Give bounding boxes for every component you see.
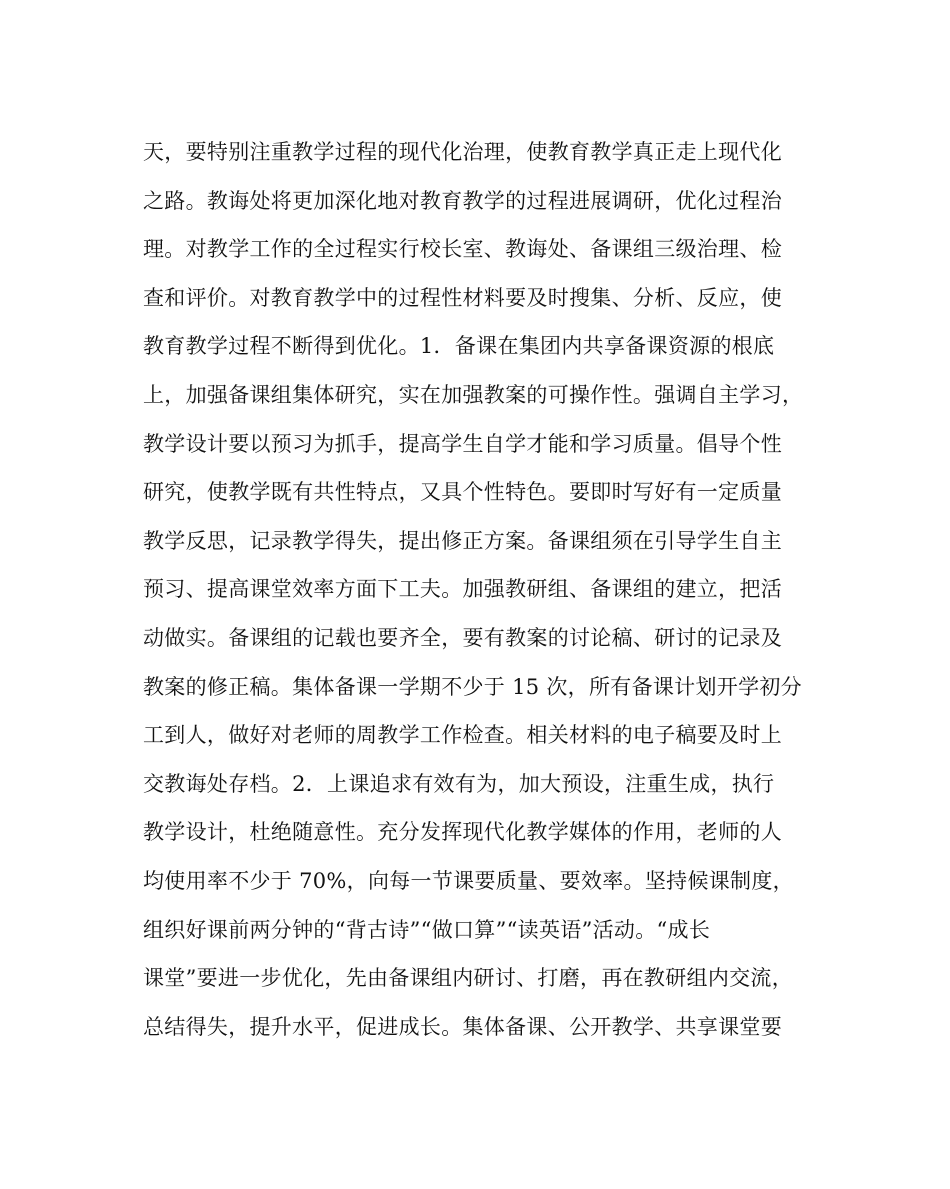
text-line: 研究，使教学既有共性特点，又具个性特色。要即时写好有一定质量 [143,480,782,505]
text-line: 均使用率不少于 70%，向每一节课要质量、要效率。坚持候课制度， [143,868,794,893]
text-line: 之路。教诲处将更加深化地对教育教学的过程进展调研，优化过程治 [143,188,782,213]
text-line: 教学反思，记录教学得失，提出修正方案。备课组须在引导学生自主 [143,528,782,553]
text-line: 理。对教学工作的全过程实行校长室、教诲处、备课组三级治理、检 [143,237,782,262]
text-line: 组织好课前两分钟的“背古诗”“做口算”“读英语”活动。“成长 [143,917,711,942]
text-line: 教学设计，杜绝随意性。充分发挥现代化教学媒体的作用，老师的人 [143,820,782,845]
text-line: 动做实。备课组的记载也要齐全，要有教案的讨论稿、研讨的记录及 [143,625,782,650]
text-line: 查和评价。对教育教学中的过程性材料要及时搜集、分析、反应，使 [143,285,782,310]
text-line: 教学设计要以预习为抓手，提高学生自学才能和学习质量。倡导个性 [143,431,782,456]
text-line: 预习、提高课堂效率方面下工夫。加强教研组、备课组的建立，把活 [143,577,782,602]
body-text [143,128,823,1051]
text-line: 天，要特别注重教学过程的现代化治理，使教育教学真正走上现代化 [143,140,782,164]
text-line: 课堂”要进一步优化，先由备课组内研讨、打磨，再在教研组内交流， [143,966,794,991]
text-line: 教育教学过程不断得到优化。1．备课在集团内共享备课资源的根底 [143,334,775,359]
text-line: 教案的修正稿。集体备课一学期不少于 15 次，所有备课计划开学初分 [143,674,802,699]
text-line: 总结得失，提升水平，促进成长。集体备课、公开教学、共享课堂要 [143,1014,782,1039]
text-line: 交教诲处存档。2．上课追求有效有为，加大预设，注重生成，执行 [143,771,775,796]
text-line: 上，加强备课组集体研究，实在加强教案的可操作性。强调自主学习， [143,382,804,407]
text-line: 工到人，做好对老师的周教学工作检查。相关材料的电子稿要及时上 [143,723,782,748]
